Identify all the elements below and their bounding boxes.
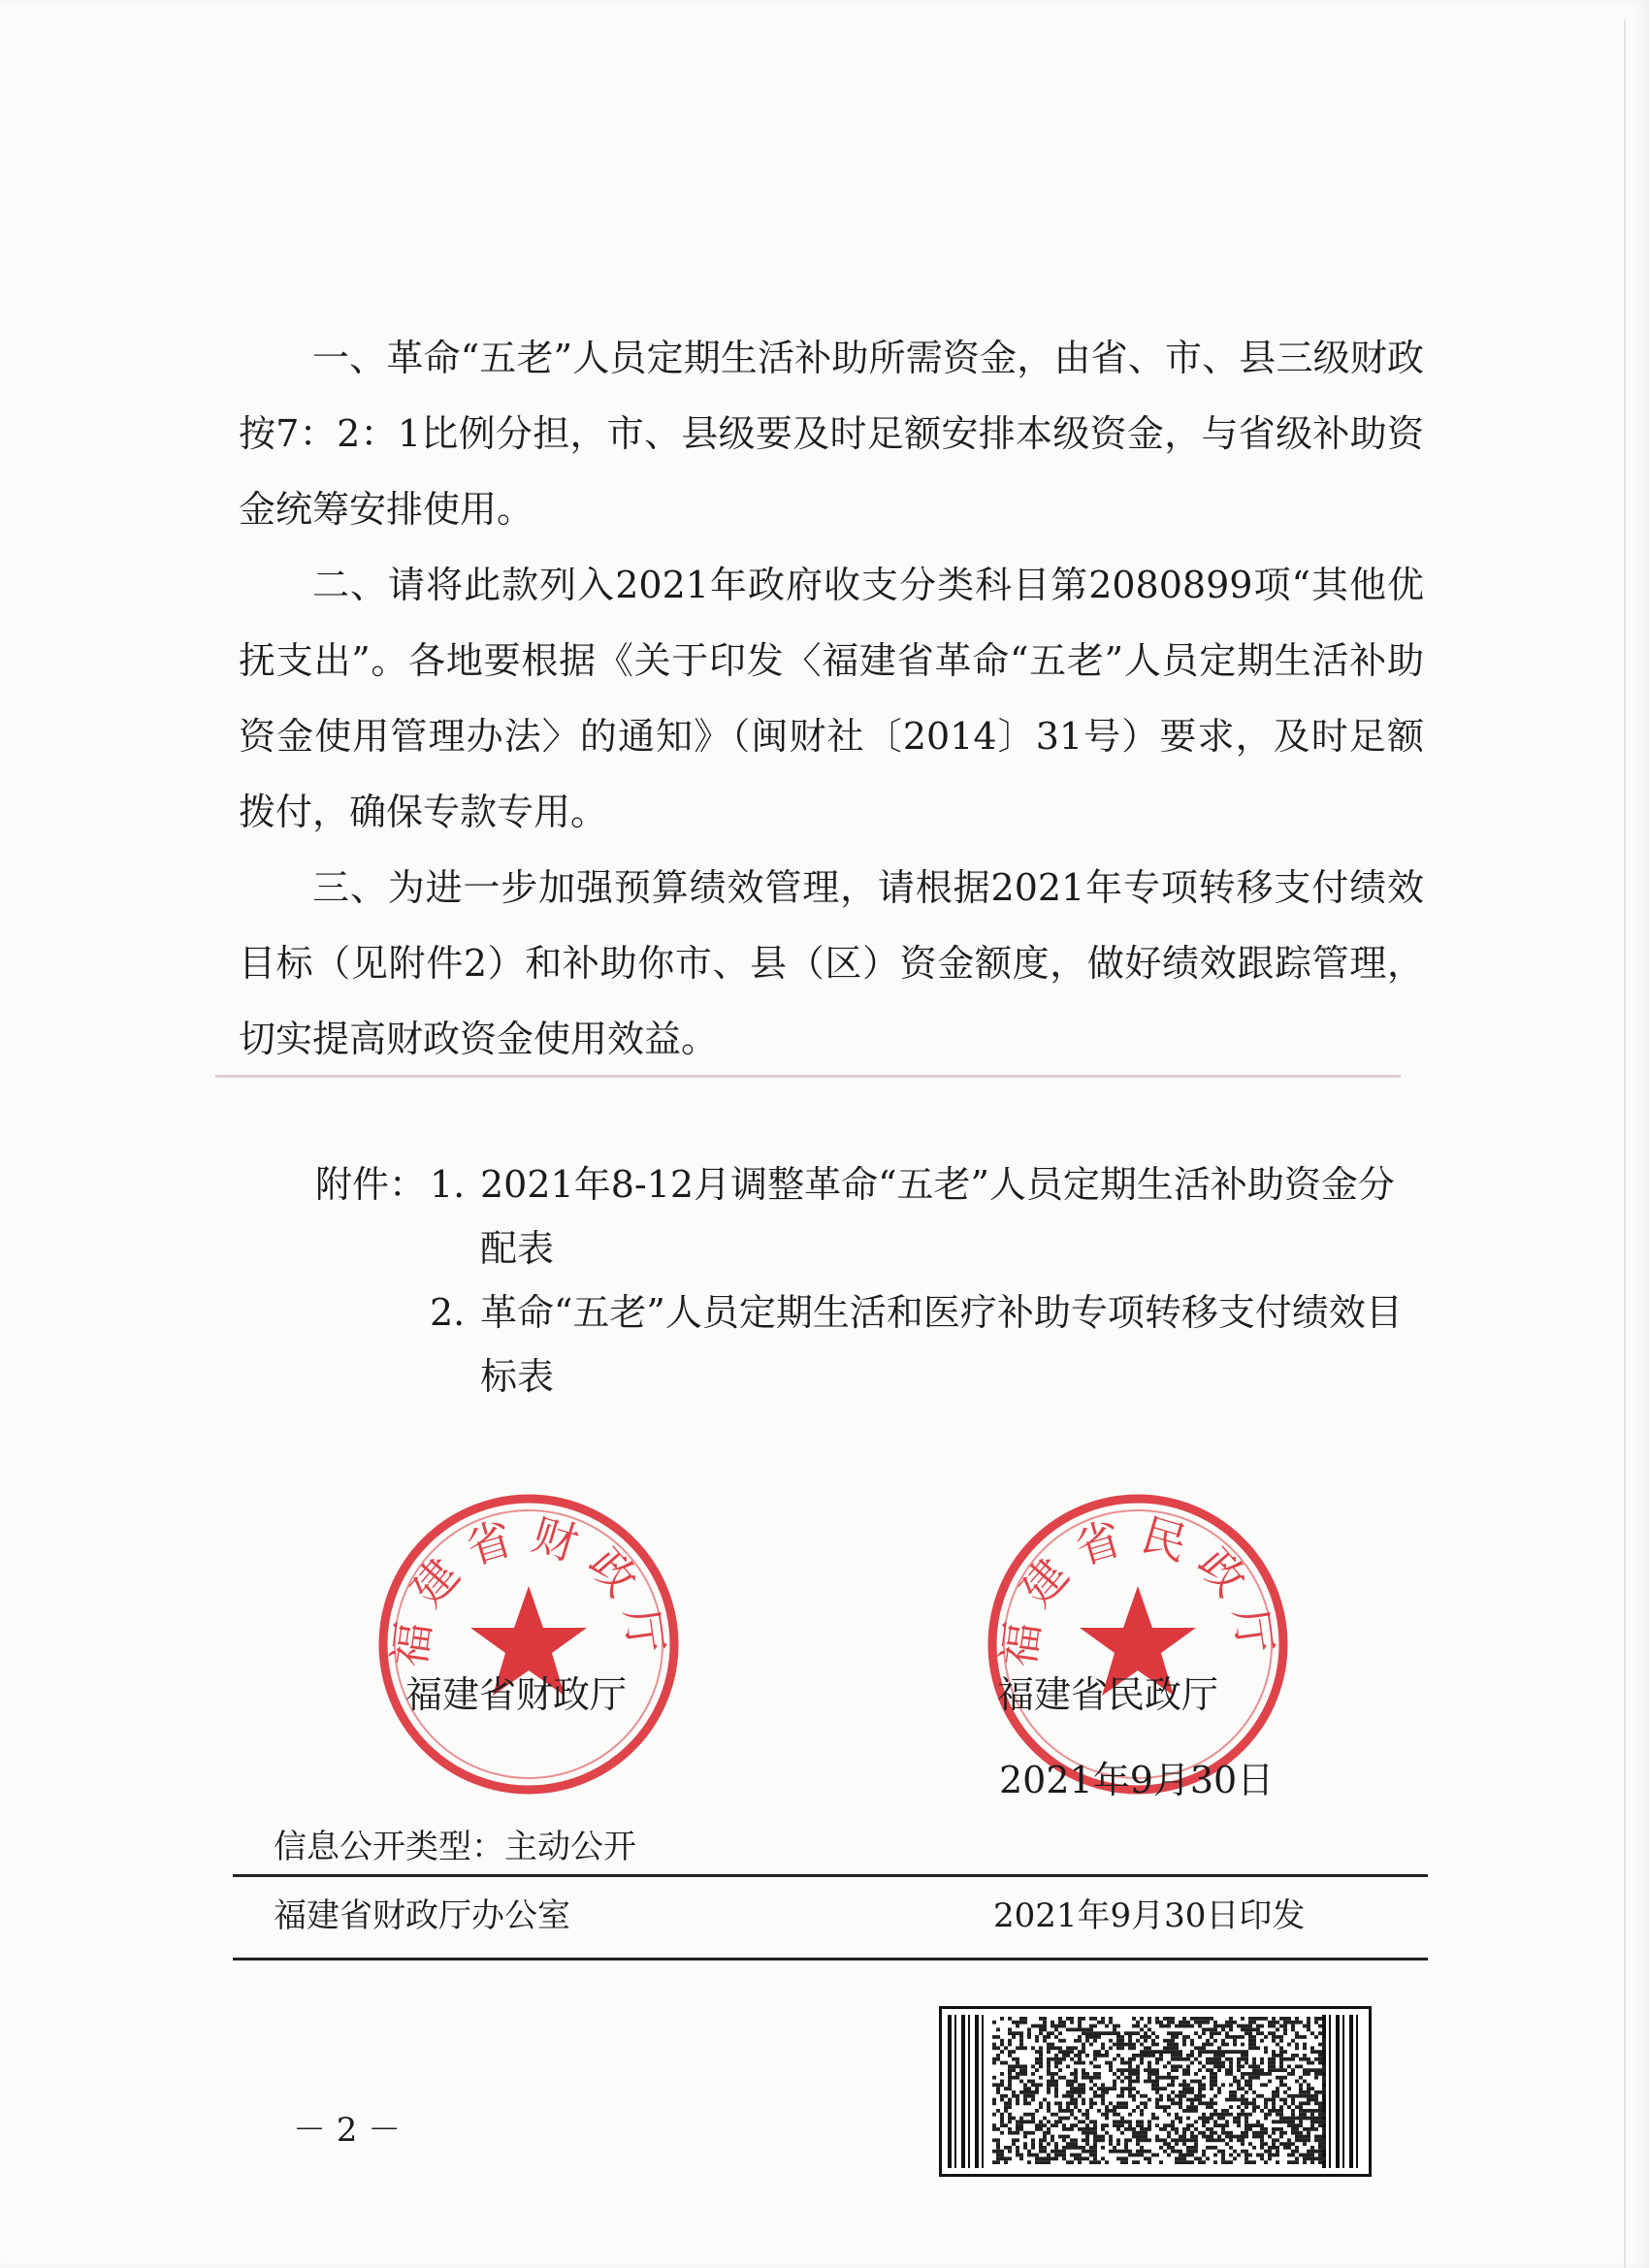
barcode-icon <box>939 2006 1372 2177</box>
attachment-indent <box>315 1280 430 1409</box>
page-number: － 2 － <box>293 2111 402 2150</box>
svg-text:福建省民政厅: 福建省民政厅 <box>991 1507 1284 1670</box>
signing-date: 2021年9月30日 <box>999 1759 1275 1801</box>
footer-rule-bottom <box>233 1958 1428 1960</box>
attachments-label: 附件： <box>315 1163 427 1206</box>
issuing-office: 福建省财政厅办公室 <box>274 1896 570 1935</box>
attachments-section <box>315 1152 1421 1409</box>
attachment-number: 1. <box>430 1163 466 1206</box>
disclosure-type: 信息公开类型：主动公开 <box>274 1828 636 1866</box>
body-text <box>239 320 1424 1077</box>
signer-civil-affairs: 福建省民政厅 <box>997 1673 1219 1716</box>
paragraph-3: 三、为进一步加强预算绩效管理，请根据2021年专项转移支付绩效目标（见附件2）和补助你市、县（区）资金额度，做好绩效跟踪管理，切实提高财政资金使用效益。 <box>239 866 1424 1060</box>
attachment-title: 革命“五老”人员定期生活和医疗补助专项转移支付绩效目标表 <box>480 1291 1403 1398</box>
paragraph-1: 一、革命“五老”人员定期生活补助所需资金，由省、市、县三级财政按7：2：1比例分担，市、县级要及时足额安排本级资金，与省级补助资金统筹安排使用。 <box>239 337 1424 531</box>
svg-text:福建省财政厅: 福建省财政厅 <box>382 1507 675 1670</box>
footer-rule-top <box>233 1874 1428 1877</box>
attachment-item-2 <box>315 1280 1421 1409</box>
attachment-number: 2. <box>430 1291 466 1334</box>
attachment-item-1 <box>315 1152 1421 1280</box>
signer-finance: 福建省财政厅 <box>405 1673 628 1716</box>
issue-date: 2021年9月30日印发 <box>993 1896 1306 1935</box>
faint-divider <box>215 1075 1401 1078</box>
finance-department-seal-icon <box>369 1484 689 1804</box>
paragraph-2: 二、请将此款列入2021年政府收支分类科目第2080899项“其他优抚支出”。各地要根据《关于印发〈福建省革命“五老”人员定期生活补助资金使用管理办法〉的通知》（闽财社〔2014〕31号）要求，及时足额拨付，确保专款专用。 <box>239 564 1424 833</box>
attachment-title: 2021年8-12月调整革命“五老”人员定期生活补助资金分配表 <box>480 1163 1395 1270</box>
